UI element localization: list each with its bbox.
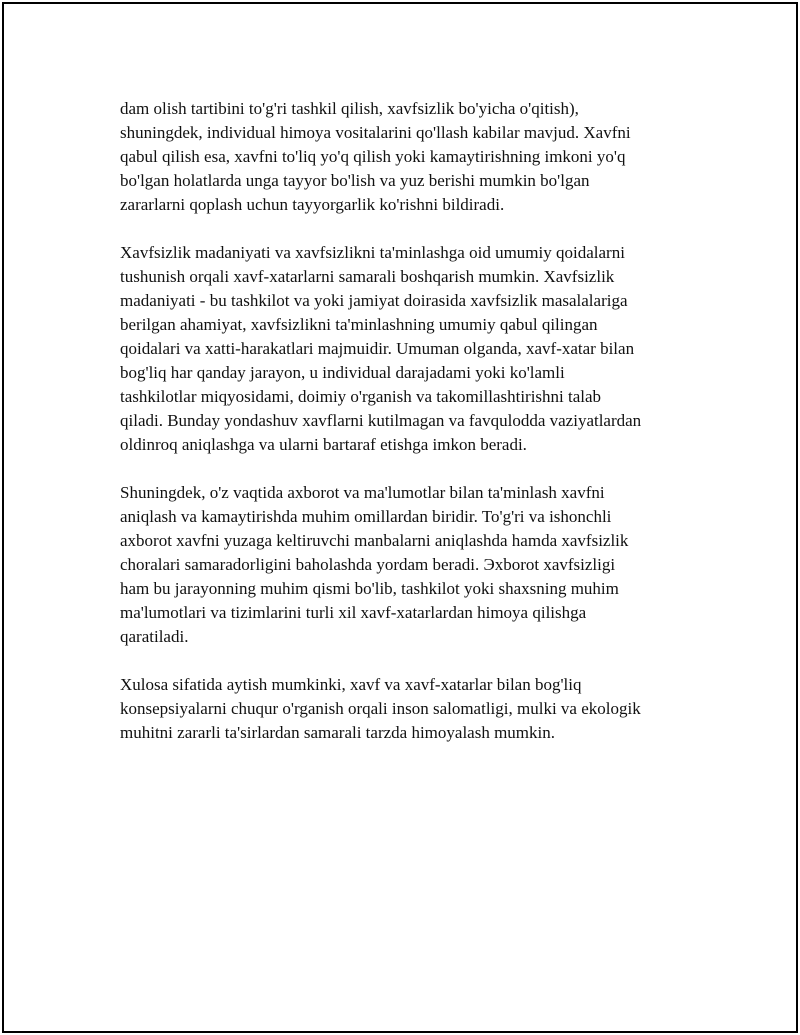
text-line: muhitni zararli ta'sirlardan samarali tarzda himoyalash mumkin. xyxy=(120,723,556,742)
text-line: choralari samaradorligini baholashda yordam beradi. Эxborot xavfsizligi xyxy=(120,555,616,574)
text-line: tushunish orqali xavf-xatarlarni samarali boshqarish mumkin. Xavfsizlik xyxy=(120,267,615,286)
text-line: konsepsiyalarni chuqur o'rganish orqali inson salomatligi, mulki va ekologik xyxy=(120,699,641,718)
text-line: oldinroq aniqlashga va ularni bartaraf etishga imkon beradi. xyxy=(120,435,527,454)
text-line: berilgan ahamiyat, xavfsizlikni ta'minlashning umumiy qabul qilingan xyxy=(120,315,598,334)
text-line: qaratiladi. xyxy=(120,627,189,646)
text-line: bog'liq har qanday jarayon, u individual darajadami yoki ko'lamli xyxy=(120,363,565,382)
paragraph-2 xyxy=(120,241,700,457)
text-line: aniqlash va kamaytirishda muhim omillardan biridir. To'g'ri va ishonchli xyxy=(120,507,612,526)
paragraph-1 xyxy=(120,97,700,217)
text-line: madaniyati - bu tashkilot va yoki jamiyat doirasida xavfsizlik masalalariga xyxy=(120,291,628,310)
paragraph-4 xyxy=(120,673,700,745)
text-line: bo'lgan holatlarda unga tayyor bo'lish va yuz berishi mumkin bo'lgan xyxy=(120,171,590,190)
document-body xyxy=(120,97,700,769)
text-line: tashkilotlar miqyosidami, doimiy o'rganish va takomillashtirishni talab xyxy=(120,387,602,406)
text-line: qoidalari va xatti-harakatlari majmuidir. Umuman olganda, xavf-xatar bilan xyxy=(120,339,635,358)
text-line: axborot xavfni yuzaga keltiruvchi manbalarni aniqlashda hamda xavfsizlik xyxy=(120,531,629,550)
text-line: Shuningdek, o'z vaqtida axborot va ma'lumotlar bilan ta'minlash xavfni xyxy=(120,483,605,502)
text-line: Xavfsizlik madaniyati va xavfsizlikni ta'minlashga oid umumiy qoidalarni xyxy=(120,243,625,262)
text-line: dam olish tartibini to'g'ri tashkil qilish, xavfsizlik bo'yicha o'qitish), xyxy=(120,99,579,118)
paragraph-3 xyxy=(120,481,700,649)
text-line: shuningdek, individual himoya vositalarini qo'llash kabilar mavjud. Xavfni xyxy=(120,123,631,142)
text-line: ma'lumotlari va tizimlarini turli xil xavf-xatarlardan himoya qilishga xyxy=(120,603,587,622)
text-line: qabul qilish esa, xavfni to'liq yo'q qilish yoki kamaytirishning imkoni yo'q xyxy=(120,147,626,166)
text-line: qiladi. Bunday yondashuv xavflarni kutilmagan va favqulodda vaziyatlardan xyxy=(120,411,642,430)
page xyxy=(2,2,798,1033)
text-line: ham bu jarayonning muhim qismi bo'lib, tashkilot yoki shaxsning muhim xyxy=(120,579,619,598)
text-line: zararlarni qoplash uchun tayyorgarlik ko'rishni bildiradi. xyxy=(120,195,505,214)
text-line: Xulosa sifatida aytish mumkinki, xavf va xavf-xatarlar bilan bog'liq xyxy=(120,675,582,694)
